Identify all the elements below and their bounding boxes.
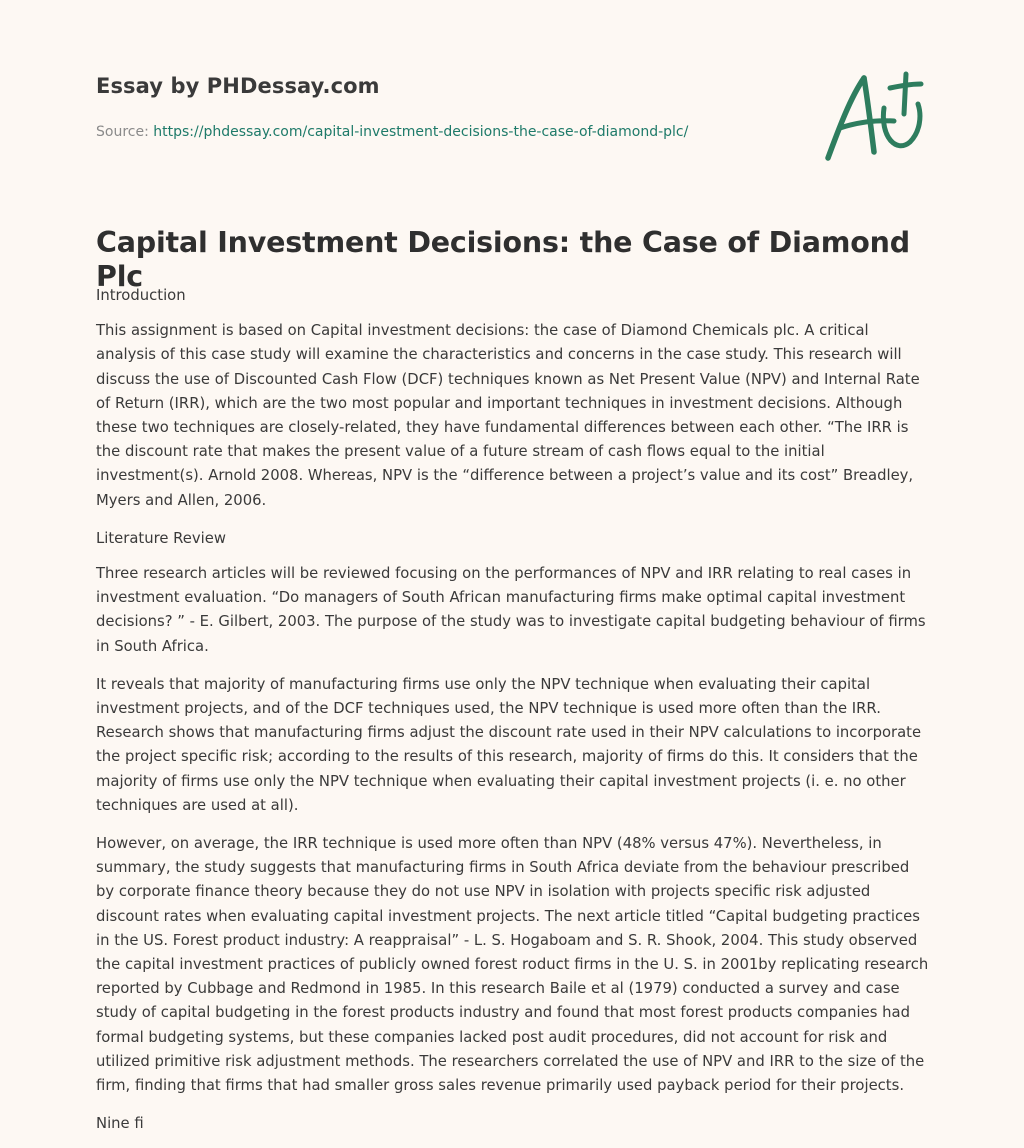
- source-label: Source:: [96, 124, 149, 140]
- article-body: [96, 284, 929, 1148]
- section-heading-literature-review: Literature Review: [96, 529, 226, 547]
- section-heading-introduction: Introduction: [96, 287, 186, 304]
- paragraph-literature-3: However, on average, the IRR technique is used more often than NPV (48% versus 47%). Nevertheless, in summary, the study suggests that manufacturing firms in South Africa deviate from the behaviour prescribed by corporate finance theory because they do not use NPV in isolation with projects specific risk adjusted discount rates when evaluating capital investment projects. The next article titled “Capital budgeting practices in the US. Forest product industry: A reappraisal” - L. S. Hogaboam and S. R. Shook, 2004. This study observed the capital investment practices of publicly owned forest roduct firms in the U. S. in 2001by replicating research reported by Cubbage and Redmond in 1985. In this research Baile et al (1979) conducted a survey and case study of capital budgeting in the forest products industry and found that most forest products companies had formal budgeting systems, but these companies lacked post audit procedures, did not account for risk and utilized primitive risk adjustment methods. The researchers correlated the use of NPV and IRR to the size of the firm, finding that firms that had smaller gross sales revenue primarily used payback period for their projects.: [96, 835, 929, 1095]
- a-plus-logo-icon: [818, 66, 930, 166]
- site-header: [96, 74, 796, 98]
- paragraph-introduction-1: This assignment is based on Capital investment decisions: the case of Diamond Chemicals plc. A critical analysis of this case study will examine the characteristics and concerns in the case study. This research will discuss the use of Discounted Cash Flow (DCF) techniques known as Net Present Value (NPV) and Internal Rate of Return (IRR), which are the two most popular and important techniques in investment decisions. Although these two techniques are closely-related, they have fundamental differences between each other. “The IRR is the discount rate that makes the present value of a future stream of cash flows equal to the initial investment(s). Arnold 2008. Whereas, NPV is the “difference between a project’s value and its cost” Breadley, Myers and Allen, 2006.: [96, 322, 920, 509]
- source-line: [96, 124, 688, 140]
- paragraph-literature-1: Three research articles will be reviewed focusing on the performances of NPV and IRR relating to real cases in investment evaluation. “Do managers of South African manufacturing firms make optimal capital investment decisions? ” - E. Gilbert, 2003. The purpose of the study was to investigate capital budgeting behaviour of firms in South Africa.: [96, 565, 926, 655]
- a-plus-logo: [818, 66, 930, 166]
- source-link[interactable]: https://phdessay.com/capital-investment-decisions-the-case-of-diamond-plc/: [153, 124, 689, 140]
- article-title: Capital Investment Decisions: the Case of Diamond Plc: [96, 226, 910, 294]
- paragraph-literature-2: It reveals that majority of manufacturing firms use only the NPV technique when evaluating their capital investment projects, and of the DCF techniques used, the NPV technique is used more often than the IRR. Research shows that manufacturing firms adjust the discount rate used in their NPV calculations to incorporate the project specific risk; according to the results of this research, majority of firms do this. It considers that the majority of firms use only the NPV technique when evaluating their capital investment projects (i. e. no other techniques are used at all).: [96, 675, 922, 814]
- section-heading-truncated: Nine fi: [96, 1115, 144, 1133]
- site-brand-title: Essay by PHDessay.com: [96, 74, 380, 98]
